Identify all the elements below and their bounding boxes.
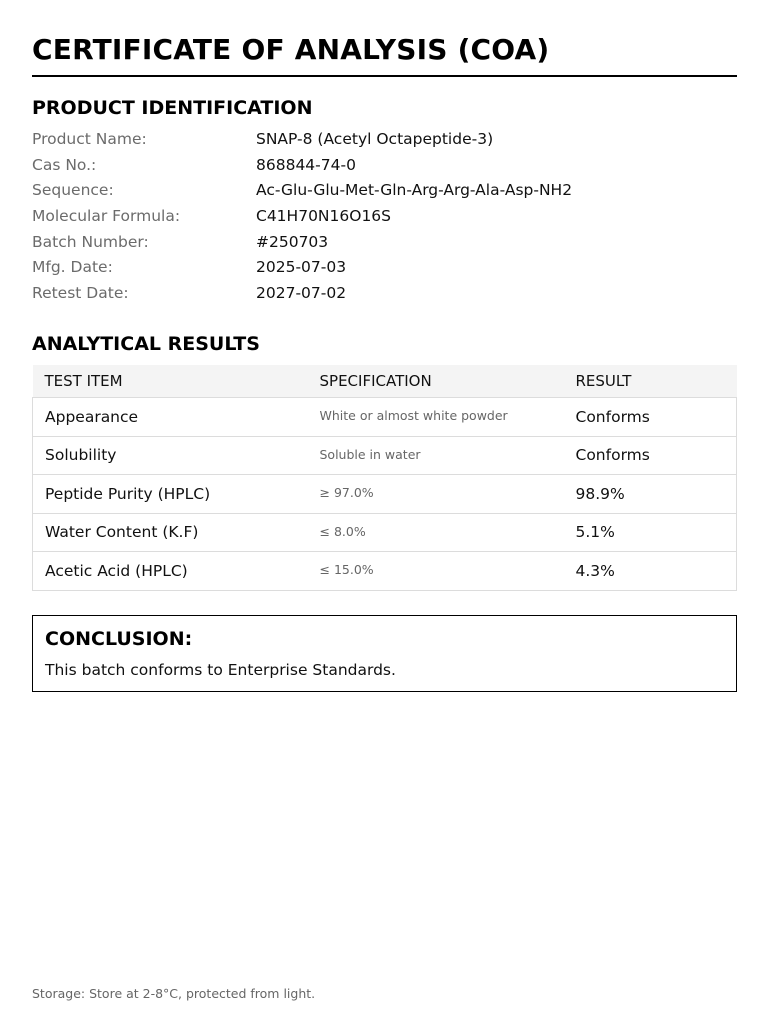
info-row-mfg-date: [32, 254, 737, 280]
result-cell: 5.1%: [564, 513, 737, 552]
table-header-row: [33, 365, 737, 398]
column-header-result: RESULT: [564, 365, 737, 398]
info-label: Cas No.:: [32, 155, 97, 174]
info-value: 2027-07-02: [256, 283, 347, 302]
table-row: [33, 475, 737, 514]
column-header-test-item: TEST ITEM: [33, 365, 308, 398]
info-label: Batch Number:: [32, 232, 149, 251]
specification-cell: White or almost white powder: [308, 398, 564, 437]
info-row-batch-number: [32, 229, 737, 255]
specification-cell: ≤ 15.0%: [308, 552, 564, 591]
test-item-cell: Peptide Purity (HPLC): [33, 475, 308, 514]
result-cell: 4.3%: [564, 552, 737, 591]
specification-cell: ≥ 97.0%: [308, 475, 564, 514]
conclusion-box: [32, 615, 737, 692]
conclusion-heading: CONCLUSION:: [45, 628, 193, 650]
result-cell: Conforms: [564, 436, 737, 475]
info-label: Retest Date:: [32, 283, 129, 302]
info-row-product-name: [32, 126, 737, 152]
results-table: [32, 365, 737, 591]
column-header-specification: SPECIFICATION: [308, 365, 564, 398]
info-label: Molecular Formula:: [32, 206, 181, 225]
info-value: 868844-74-0: [256, 155, 356, 174]
info-value: SNAP-8 (Acetyl Octapeptide-3): [256, 129, 494, 148]
test-item-cell: Water Content (K.F): [33, 513, 308, 552]
test-item-cell: Acetic Acid (HPLC): [33, 552, 308, 591]
info-row-sequence: [32, 177, 737, 203]
table-row: [33, 398, 737, 437]
result-cell: 98.9%: [564, 475, 737, 514]
info-value: C41H70N16O16S: [256, 206, 392, 225]
storage-note: Storage: Store at 2-8°C, protected from light.: [32, 986, 316, 1001]
table-row: [33, 513, 737, 552]
page-title: CERTIFICATE OF ANALYSIS (COA): [32, 33, 550, 66]
test-item-cell: Solubility: [33, 436, 308, 475]
info-label: Product Name:: [32, 129, 147, 148]
info-value: Ac-Glu-Glu-Met-Gln-Arg-Arg-Ala-Asp-NH2: [256, 181, 573, 200]
info-value: 2025-07-03: [256, 258, 347, 277]
product-info-list: [32, 126, 737, 306]
info-label: Sequence:: [32, 181, 114, 200]
info-value: #250703: [256, 232, 329, 251]
specification-cell: Soluble in water: [308, 436, 564, 475]
title-divider: [32, 75, 737, 77]
test-item-cell: Appearance: [33, 398, 308, 437]
info-label: Mfg. Date:: [32, 258, 113, 277]
product-identification-heading: PRODUCT IDENTIFICATION: [32, 97, 313, 119]
info-row-retest-date: [32, 280, 737, 306]
conclusion-text: This batch conforms to Enterprise Standards.: [45, 661, 396, 679]
table-row: [33, 436, 737, 475]
info-row-cas-no: [32, 152, 737, 178]
specification-cell: ≤ 8.0%: [308, 513, 564, 552]
result-cell: Conforms: [564, 398, 737, 437]
info-row-molecular-formula: [32, 203, 737, 229]
analytical-results-heading: ANALYTICAL RESULTS: [32, 333, 260, 355]
table-row: [33, 552, 737, 591]
